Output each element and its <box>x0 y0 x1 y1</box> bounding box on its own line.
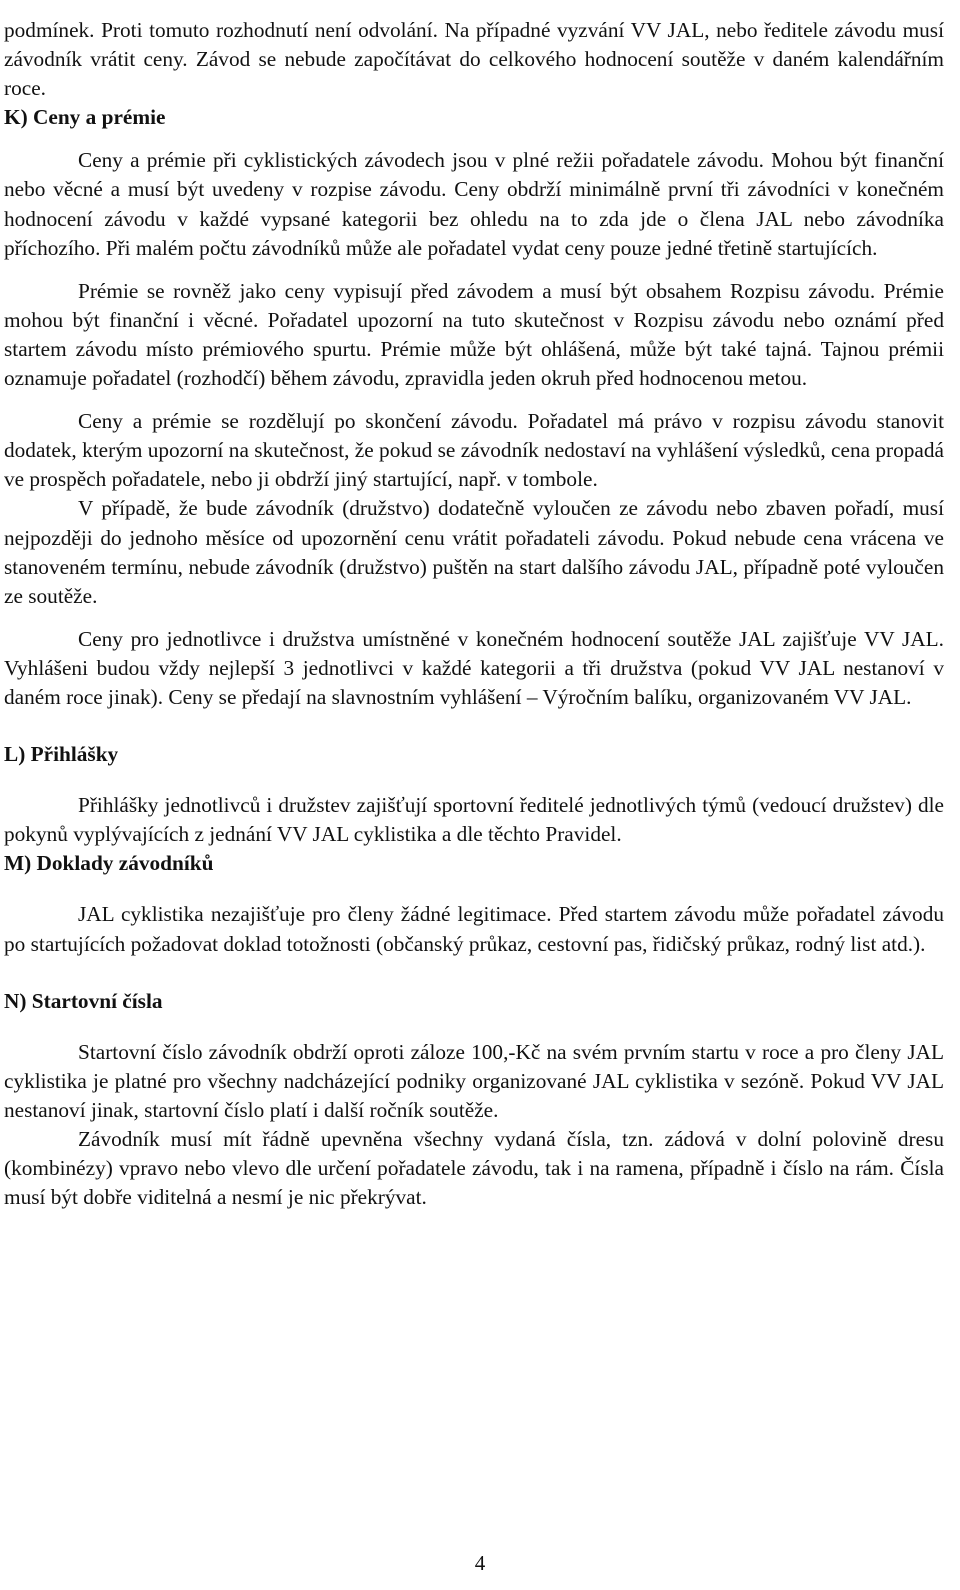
page-number: 4 <box>474 1551 486 1575</box>
paragraph-distribution: Ceny a prémie se rozdělují po skončení závodu. Pořadatel má právo v rozpisu závodu stanovit dodatek, kterým upozorní na skutečnost, že pokud se závodník nedostaví na vyhlášení výsledků, cena propadá ve prospěch pořadatele, nebo ji obdrží jiný startující, např. v tombole. <box>4 409 944 492</box>
document-body <box>4 16 944 1212</box>
paragraph-continuation: podmínek. Proti tomuto rozhodnutí není odvolání. Na případné vyzvání VV JAL, nebo ředitele závodu musí závodník vrátit ceny. Závod se nebude započítávat do celkového hodnocení soutěže v daném kalendářním roce. <box>4 18 944 101</box>
paragraph-season-prizes: Ceny pro jednotlivce i družstva umístněné v konečném hodnocení soutěže JAL zajišťuje VV JAL. Vyhlášeni budou vždy nejlepší 3 jednotlivci v každé kategorii a tři družstva (pokud VV JAL nestanoví v daném roce jinak). Ceny se předají na slavnostním vyhlášení – Výročním balíku, organizovaném VV JAL. <box>4 626 944 709</box>
paragraph-disqualification: V případě, že bude závodník (družstvo) dodatečně vyloučen ze závodu nebo zbaven pořadí, musí nejpozději do jednoho měsíce od upozornění cenu vrátit pořadateli závodu. Pokud nebude cena vrácena ve stanoveném termínu, nebude závodník (družstvo) puštěn na start dalšího závodu JAL, případně poté vyloučen ze soutěže. <box>4 496 944 608</box>
paragraph-premiums: Prémie se rovněž jako ceny vypisují před závodem a musí být obsahem Rozpisu závodu. Prémie mohou být finanční i věcné. Pořadatel upozorní na tuto skutečnost v Rozpisu závodu nebo oznámí před startem závodu místo prémiového spurtu. Prémie může být ohlášená, může být také tajná. Tajnou prémii oznamuje pořadatel (rozhodčí) během závodu, zpravidla jeden okruh před hodnocenou metou. <box>4 278 944 391</box>
section-heading-k: K) Ceny a prémie <box>4 105 166 130</box>
section-heading-m: M) Doklady závodníků <box>4 851 214 876</box>
section-heading-n: N) Startovní čísla <box>4 988 163 1013</box>
paragraph-prizes: Ceny a prémie při cyklistických závodech jsou v plné režii pořadatele závodu. Mohou být finanční nebo věcné a musí být uvedeny v rozpise závodu. Ceny obdrží minimálně první tři závodníci v konečném hodnocení závodu v každé vypsané kategorii bez ohledu na to zda jde o člena JAL nebo závodníka příchozího. Při malém počtu závodníků může ale pořadatel vydat ceny pouze jedné třetině startujících. <box>4 148 944 260</box>
section-heading-l: L) Přihlášky <box>4 742 119 767</box>
paragraph-documents: JAL cyklistika nezajišťuje pro členy žádné legitimace. Před startem závodu může pořadatel závodu po startujících požadovat doklad totožnosti (občanský průkaz, cestovní pas, řidičský průkaz, rodný list atd.). <box>4 902 944 956</box>
paragraph-number-placement: Závodník musí mít řádně upevněna všechny vydaná čísla, tzn. zádová v dolní polovině dresu (kombinézy) vpravo nebo vlevo dle určení pořadatele závodu, tak i na ramena, případně i číslo na rám. Čísla musí být dobře viditelná a nesmí je nic překrývat. <box>4 1127 944 1210</box>
paragraph-registrations: Přihlášky jednotlivců i družstev zajišťují sportovní ředitelé jednotlivých týmů (vedoucí družstev) dle pokynů vyplývajících z jednání VV JAL cyklistika a dle těchto Pravidel. <box>4 793 944 847</box>
paragraph-start-numbers: Startovní číslo závodník obdrží oproti záloze 100,-Kč na svém prvním startu v roce a pro členy JAL cyklistika je platné pro všechny nadcházející podniky organizované JAL cyklistika v sezóně. Pokud VV JAL nestanoví jinak, startovní číslo platí i další ročník soutěže. <box>4 1039 944 1122</box>
